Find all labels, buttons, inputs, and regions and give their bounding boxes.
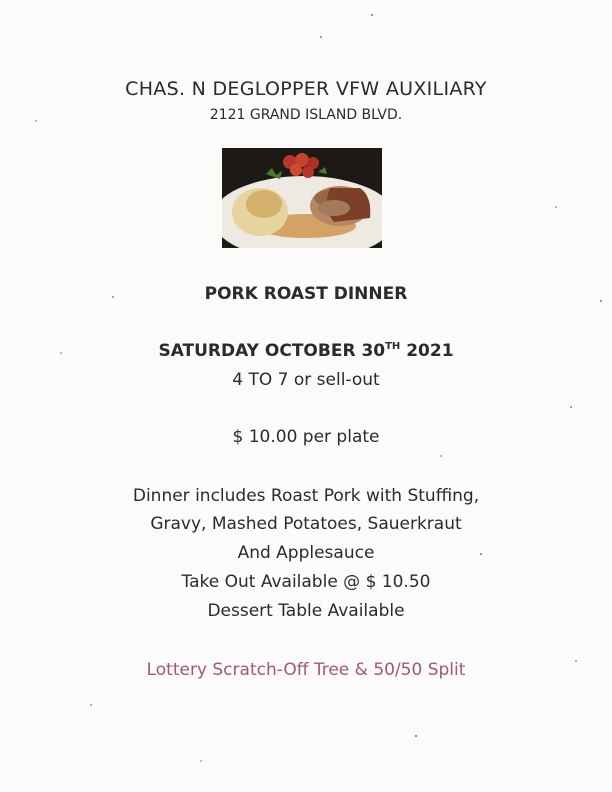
pork-roast-plate-image	[222, 148, 382, 248]
organization-address: 2121 GRAND ISLAND BLVD.	[209, 107, 403, 123]
dessert-table-line: Dessert Table Available	[207, 601, 405, 621]
paper-fleck	[60, 352, 62, 354]
paper-fleck	[600, 300, 602, 302]
date-ordinal-suffix: TH	[385, 341, 401, 352]
event-year: 2021	[400, 341, 454, 361]
paper-fleck	[575, 660, 577, 662]
plate-price: $ 10.00 per plate	[232, 427, 380, 447]
carrot	[290, 164, 302, 176]
event-date-text: SATURDAY OCTOBER 30	[158, 341, 386, 361]
description-line: Gravy, Mashed Potatoes, Sauerkraut	[150, 514, 462, 534]
description-line: And Applesauce	[237, 543, 375, 563]
takeout-price-line: Take Out Available @ $ 10.50	[181, 572, 431, 592]
organization-name: CHAS. N DEGLOPPER VFW AUXILIARY	[125, 78, 487, 100]
paper-fleck	[555, 206, 557, 208]
event-time: 4 TO 7 or sell-out	[232, 370, 380, 390]
paper-fleck	[440, 455, 442, 457]
paper-fleck	[35, 120, 37, 122]
description-line: Dinner includes Roast Pork with Stuffing,	[132, 486, 480, 506]
plate-illustration	[222, 148, 382, 248]
gravy-drizzle	[318, 200, 350, 216]
lottery-announcement: Lottery Scratch-Off Tree & 50/50 Split	[146, 660, 466, 680]
stuffing	[246, 190, 282, 218]
paper-fleck	[90, 704, 92, 706]
carrot	[302, 166, 314, 178]
paper-fleck	[480, 553, 482, 555]
paper-fleck	[200, 760, 202, 762]
paper-fleck	[415, 735, 417, 737]
paper-fleck	[570, 406, 572, 408]
event-date	[0, 341, 612, 361]
event-title: PORK ROAST DINNER	[204, 284, 408, 304]
paper-fleck	[320, 36, 322, 38]
paper-fleck	[371, 14, 373, 16]
paper-fleck	[112, 296, 114, 298]
